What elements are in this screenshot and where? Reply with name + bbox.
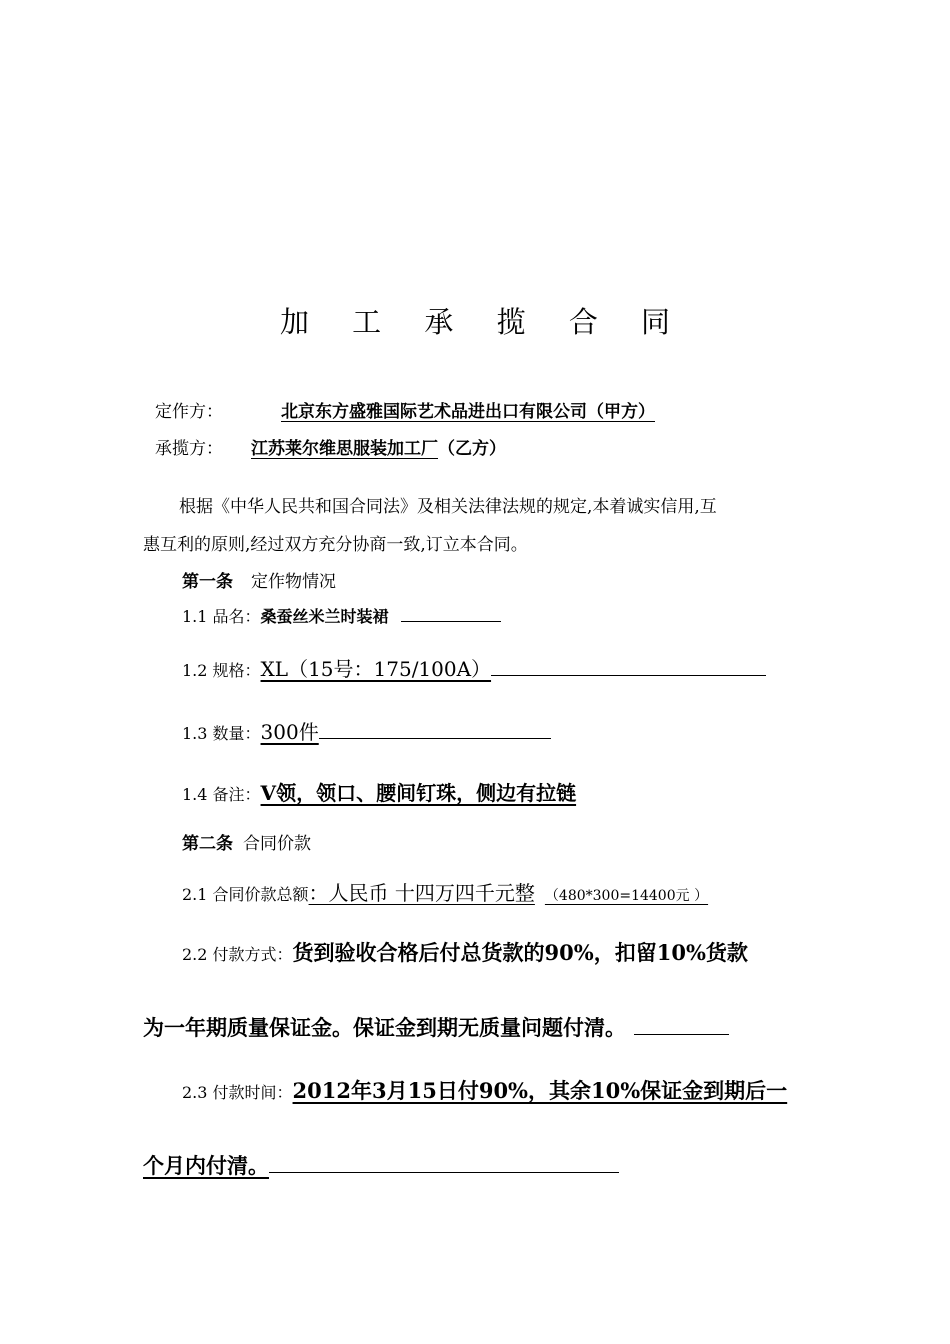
document-title: 加 工 承 揽 合 同 (279, 305, 688, 339)
item-2-1-value: ：人民币 十四万四千元整 (308, 881, 535, 905)
item-2-1-value-group (308, 881, 709, 905)
article-1-number: 第一条 (182, 572, 233, 592)
item-1-1-blank (401, 620, 501, 622)
item-1-4 (182, 777, 576, 806)
item-1-3-value: 300件 (260, 720, 319, 744)
item-2-3-line-2 (143, 1150, 619, 1180)
buyer-label: 定作方： (155, 402, 223, 422)
item-2-2-text-2: 为一年期质量保证金。保证金到期无质量问题付清。 (143, 1015, 626, 1040)
item-1-2-value: XL（15号：175/100A） (260, 657, 492, 681)
item-1-3-blank (319, 737, 551, 739)
item-2-3-text-2: 个月内付清。 (143, 1153, 269, 1178)
item-2-2-label: 2.2 付款方式： (182, 945, 293, 964)
buyer-value: 北京东方盛雅国际艺术品进出口有限公司（甲方） (281, 402, 655, 422)
item-1-2-label: 1.2 规格： (182, 661, 261, 680)
item-2-3-text-1: 2012年3月15日付90%，其余10%保证金到期后一 (292, 1078, 788, 1103)
item-1-4-label: 1.4 备注： (182, 785, 261, 804)
article-2-heading (182, 829, 311, 854)
preamble-line-2: 惠互利的原则,经过双方充分协商一致,订立本合同。 (143, 535, 528, 555)
preamble-line-1: 根据《中华人民共和国合同法》及相关法律法规的规定,本着诚实信用,互 (179, 497, 717, 517)
item-1-4-value: V领，领口、腰间钉珠，侧边有拉链 (260, 781, 577, 805)
article-1-heading (182, 567, 336, 592)
item-2-2-line-2 (143, 1012, 729, 1042)
maker-label: 承揽方： (155, 439, 223, 459)
maker-suffix: （乙方） (438, 439, 506, 459)
preamble (143, 488, 717, 564)
buyer-line (155, 397, 655, 422)
item-2-1-label: 2.1 合同价款总额 (182, 885, 309, 904)
item-2-2-text-1: 货到验收合格后付总货款的90%，扣留10%货款 (292, 940, 748, 965)
article-2-title: 合同价款 (243, 834, 311, 854)
item-2-1 (182, 877, 708, 906)
article-2-number: 第二条 (182, 834, 233, 854)
item-2-3-line-1 (182, 1075, 787, 1105)
item-2-2-blank (634, 1033, 729, 1035)
article-1-title: 定作物情况 (251, 572, 336, 592)
item-1-3 (182, 716, 551, 745)
maker-value: 江苏莱尔维思服装加工厂 (251, 439, 438, 459)
maker-line (155, 434, 506, 459)
item-1-2 (182, 653, 766, 682)
item-1-1-label: 1.1 品名： (182, 607, 261, 626)
item-1-1-value: 桑蚕丝米兰时装裙 (260, 607, 389, 626)
item-1-2-blank (491, 674, 766, 676)
item-1-1 (182, 604, 501, 627)
item-2-2-line-1 (182, 937, 748, 967)
item-1-3-label: 1.3 数量： (182, 724, 261, 743)
item-2-3-label: 2.3 付款时间： (182, 1083, 293, 1102)
item-2-1-calc: （480*300=14400元 ） (544, 888, 709, 904)
item-2-3-blank (269, 1171, 619, 1173)
